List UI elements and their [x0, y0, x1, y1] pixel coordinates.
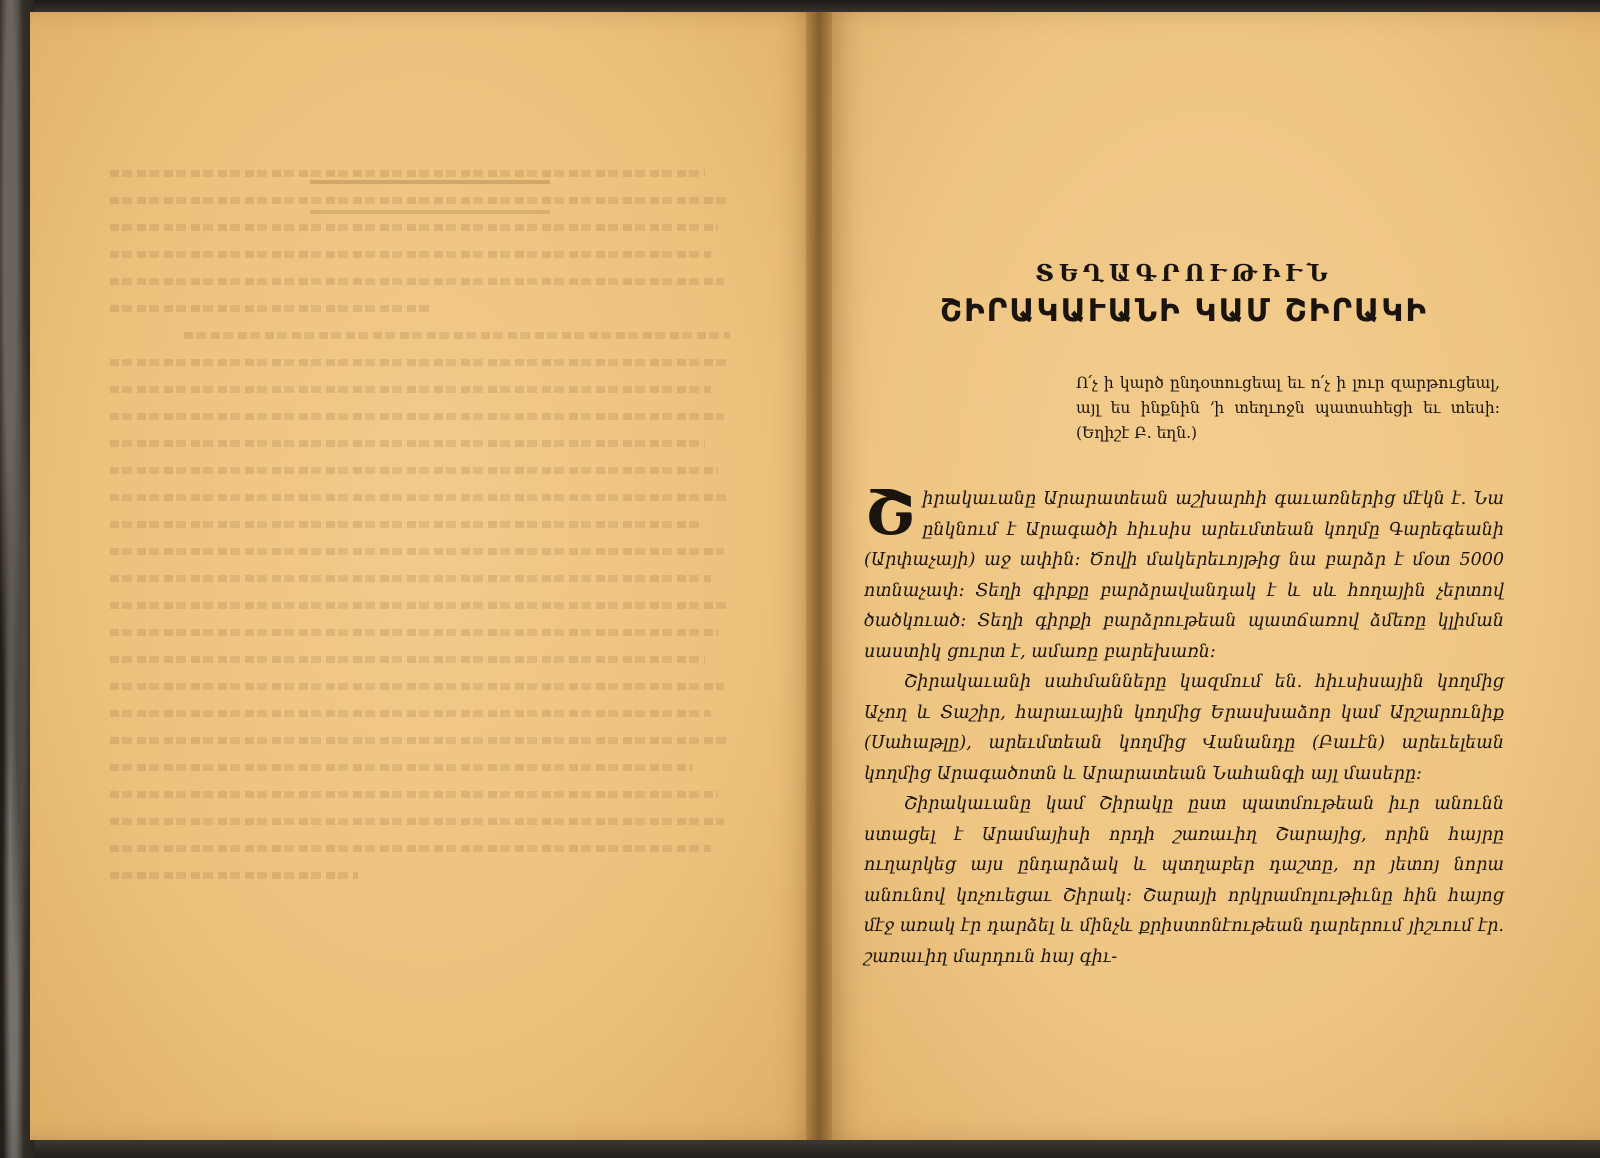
- paragraph-1-text: իրակաւանը Արարատեան աշխարհի գաւառներից մէկն է. Նա ընկնում է Արագածի հիւսիս արեւմտեան կողմը Գարեգեանի (Արփաչայի) աջ ափին։ Ծովի մակերեւոյթից նա բարձր է մօտ 5000 ոտնաչափ։ Տեղի գիրքը բարձրավանդակ է և սև հողային չերտով ծածկուած։ Տեղի գիրքի բարձրութեան պատճառով ձմեռը կլիման սաստիկ ցուրտ է, ամառը բարեխառն։: [864, 489, 1504, 662]
- page-title: ՇԻՐԱԿԱՒԱՆԻ ԿԱՄ ՇԻՐԱԿԻ: [940, 293, 1428, 329]
- paragraph-3: Շիրակաւանը կամ Շիրակը ըստ պատմութեան իւր անունն ստացել է Արամայիսի որդի շառաւիղ Շարայից, որին հայրը ուղարկեց այս ընդարձակ և պտղաբեր դաշտը, որ յետոյ նորա անունով կոչուեցաւ Շիրակ։ Շարայի որկրամոլութիւնը հին հայոց մէջ առակ էր դարձել և մինչև քրիստոնէութեան դարերում յիշւում էր. շառաւիղ մարդուն հայ գիւ-: [864, 794, 1504, 967]
- paragraph-2: Շիրակաւանի սահմանները կազմում են. հիւսիսային կողմից Աչող և Տաշիր, հարաւային կողմից Երասխաձոր կամ Արշարունիք (Սահաթլը), արեւմտեան կողմից Վանանդը (Բաւէն) արեւելեան կողմից Արագածոտն և Արարատեան Նահանգի այլ մասերը։: [864, 672, 1504, 784]
- body-text: [864, 476, 1504, 972]
- drop-cap: Շ: [864, 476, 917, 549]
- book-cover-left-edge: [0, 0, 34, 1158]
- epigraph: Ո՛չ ի կարծ ընդօտուցեալ եւ ո՛չ ի լուր զարթուցեալ, այլ ես ինքնին ՚ի տեղւոջն պատահեցի եւ տեսի։ (Եղիշէ Բ. եղն.): [1076, 374, 1500, 442]
- paragraph-1: [864, 476, 1504, 667]
- section-subtitle: ՏԵՂԱԳՐՈՒԹԻՒՆ: [1035, 260, 1333, 287]
- right-page-content: [864, 260, 1504, 972]
- book-cover-bottom-edge: [34, 1140, 1600, 1158]
- book-gutter: [806, 12, 832, 1140]
- bleed-through-text: [110, 170, 730, 970]
